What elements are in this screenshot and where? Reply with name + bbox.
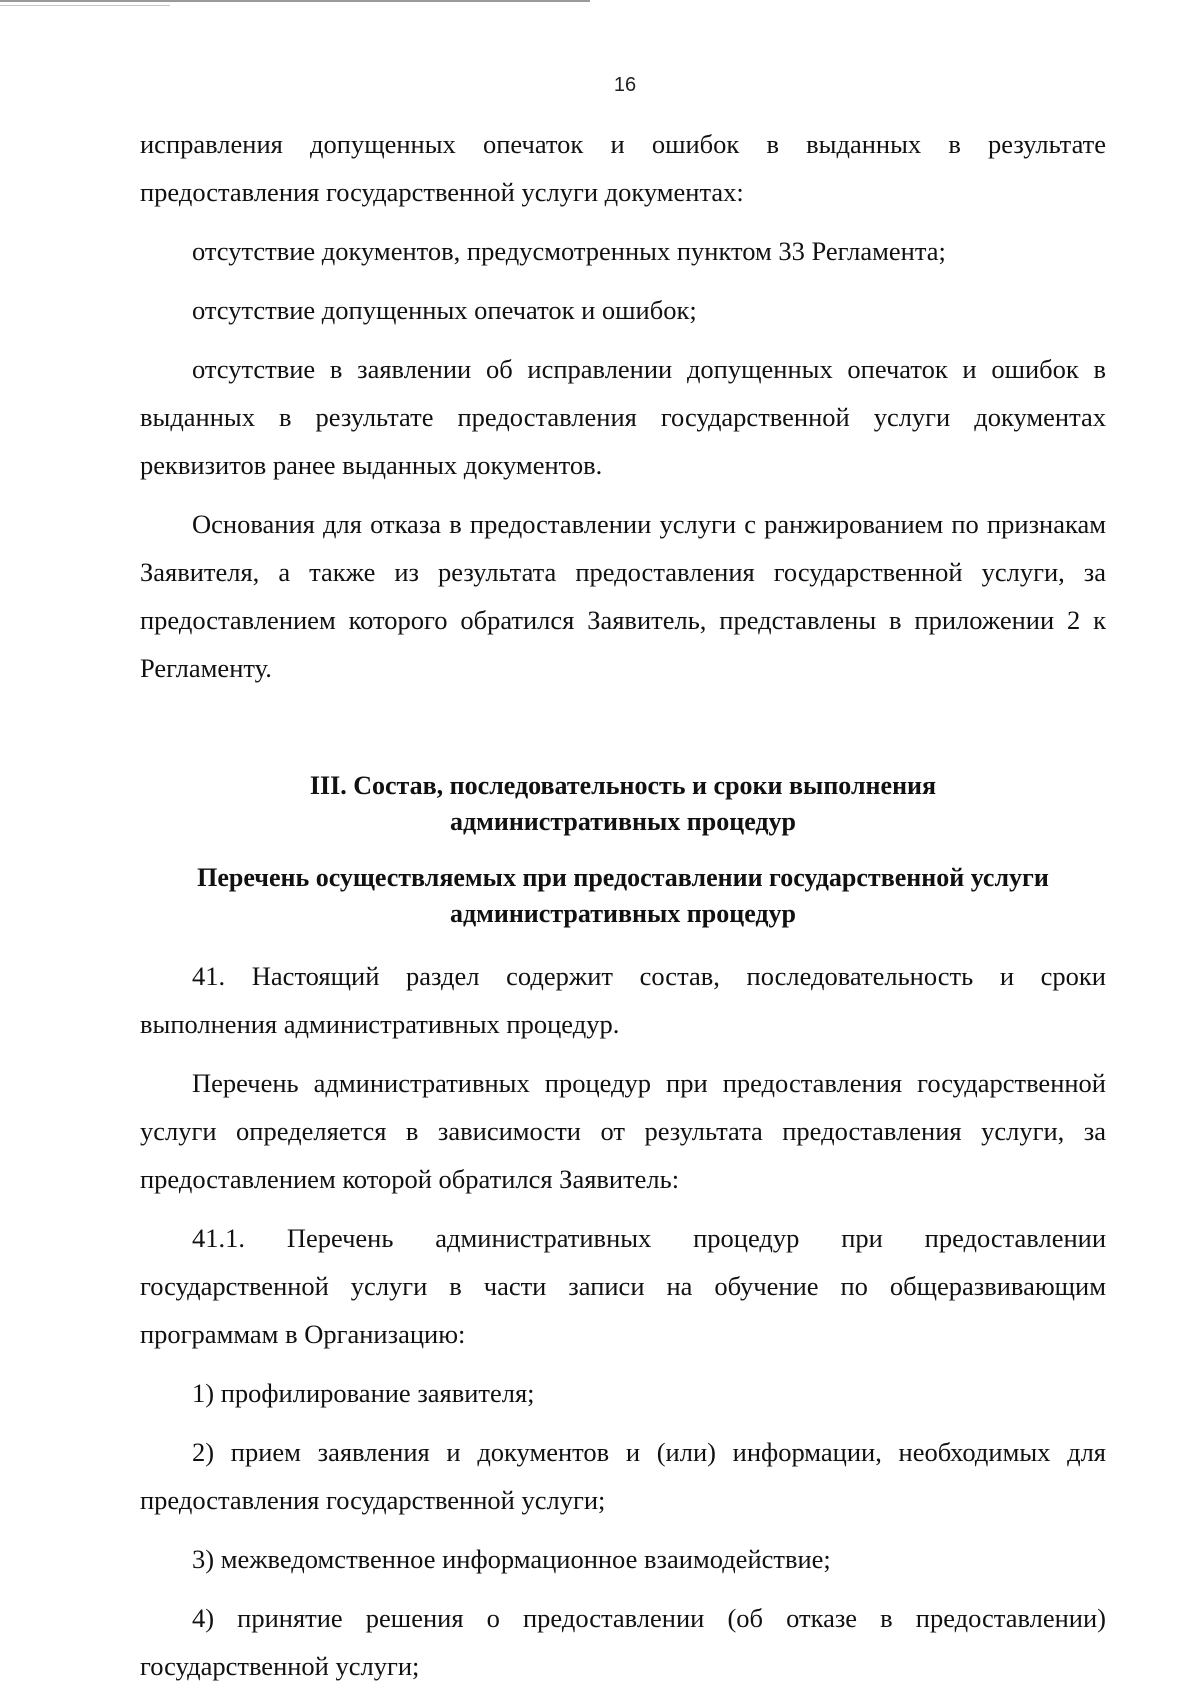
paragraph: отсутствие допущенных опечаток и ошибок; bbox=[192, 295, 697, 325]
sub-heading bbox=[140, 860, 1106, 932]
paragraph: Перечень административных процедур при предоставления государственной услуги определяется в зависимости от результата предоставления услуги, за предоставлением которой обратился Заявитель: bbox=[140, 1068, 1106, 1194]
scan-edge-line-secondary bbox=[0, 5, 170, 6]
page-number: 16 bbox=[613, 74, 637, 96]
paragraph: Основания для отказа в предоставлении услуги с ранжированием по признакам Заявителя, а также из результата предоставления государственной услуги, за предоставлением которого обратился Заявитель, представлены в приложении 2 к Регламенту. bbox=[140, 509, 1106, 683]
paragraph: исправления допущенных опечаток и ошибок в выданных в результате предоставления государственной услуги документах: bbox=[140, 129, 1106, 207]
scan-edge-line bbox=[0, 0, 590, 2]
paragraph: 41. Настоящий раздел содержит состав, последовательность и сроки выполнения административных процедур. bbox=[140, 961, 1106, 1039]
document-body bbox=[140, 120, 1106, 1701]
sub-heading-line: административных процедур bbox=[449, 899, 797, 928]
section-heading-line: III. Состав, последовательность и сроки выполнения bbox=[309, 771, 937, 800]
paragraph: 41.1. Перечень административных процедур при предоставлении государственной услуги в части записи на обучение по общеразвивающим программам в Организацию: bbox=[140, 1223, 1106, 1349]
paragraph: отсутствие документов, предусмотренных пунктом 33 Регламента; bbox=[192, 236, 946, 266]
section-heading-line: административных процедур bbox=[449, 807, 797, 836]
paragraph: отсутствие в заявлении об исправлении допущенных опечаток и ошибок в выданных в результате предоставления государственной услуги документах реквизитов ранее выданных документов. bbox=[140, 354, 1106, 480]
list-item: 2) прием заявления и документов и (или) информации, необходимых для предоставления государственной услуги; bbox=[140, 1437, 1106, 1515]
section-heading bbox=[140, 768, 1106, 840]
list-item: 3) межведомственное информационное взаимодействие; bbox=[192, 1544, 831, 1574]
sub-heading-line: Перечень осуществляемых при предоставлении государственной услуги bbox=[197, 863, 1049, 892]
list-item: 1) профилирование заявителя; bbox=[192, 1378, 535, 1408]
list-item: 4) принятие решения о предоставлении (об отказе в предоставлении) государственной услуги; bbox=[140, 1603, 1106, 1681]
